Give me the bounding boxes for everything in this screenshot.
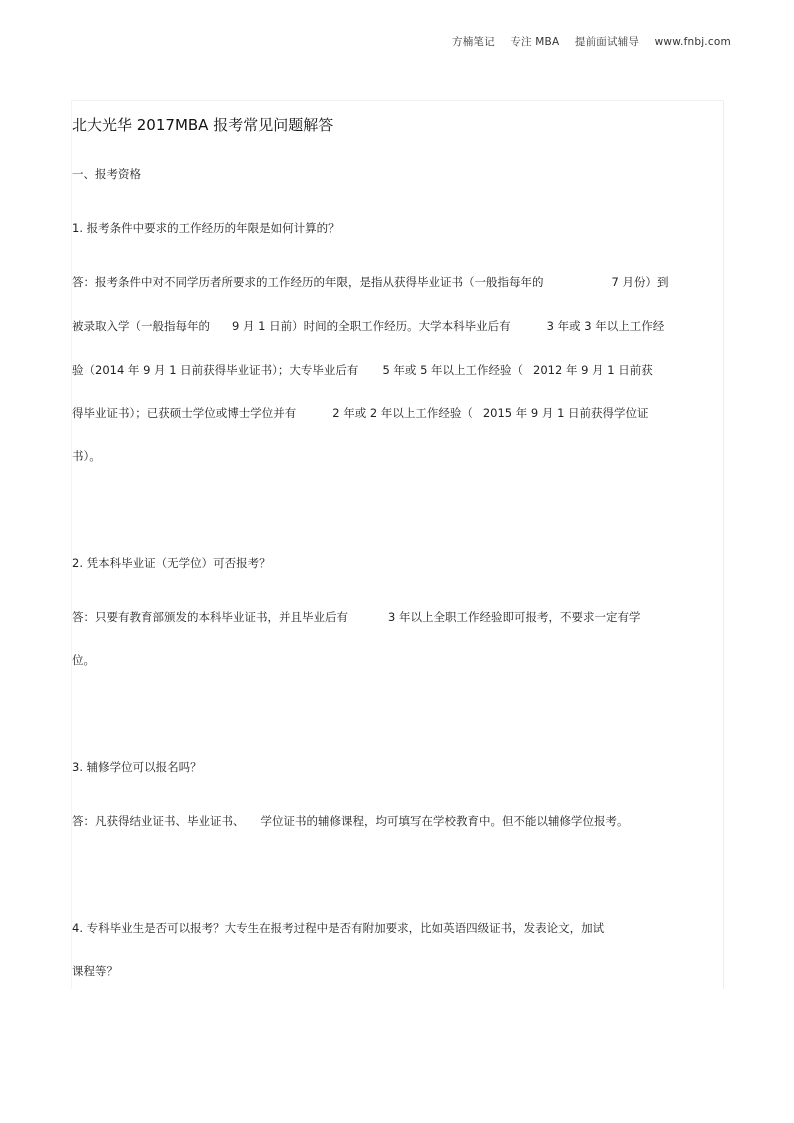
question-1: 1. 报考条件中要求的工作经历的年限是如何计算的？ [72,221,340,235]
answer-2-line-2 [72,652,95,668]
header-focus: 专注 MBA [510,36,560,48]
header-brand: 方楠笔记 [452,36,495,48]
answer-text: 3 年以上全职工作经验即可报考，不要求一定有学 [388,610,641,624]
answer-1-line-2 [72,318,664,334]
header-service: 提前面试辅导 [574,36,640,48]
answer-text: 得毕业证书）；已获硕士学位或博士学位并有 [72,406,297,420]
answer-3-line-1 [72,813,629,829]
answer-1-line-3 [72,362,653,378]
answer-text: 2 年或 2 年以上工作经验（ [332,406,473,420]
answer-1-line-1 [72,274,668,290]
question-2: 2. 凭本科毕业证（无学位）可否报考？ [72,556,271,570]
section-heading: 一、报考资格 [72,167,141,181]
question-4-line-1: 4. 专科毕业生是否可以报考？大专生在报考过程中是否有附加要求，比如英语四级证书，发表论文，加试 [72,921,605,935]
answer-1-line-4 [72,405,649,421]
answer-text: 2012 年 9 月 1 日前获 [533,363,653,377]
answer-text: 9 月 1 日前）时间的全职工作经历。大学本科毕业后有 [232,319,511,333]
answer-text: 5 年或 5 年以上工作经验（ [382,363,524,377]
answer-text: 验（2014 年 9 月 1 日前获得毕业证书）；大专毕业后有 [72,363,359,377]
answer-text: 答：凡获得结业证书、毕业证书、 [72,814,245,828]
answer-text: 位。 [72,653,95,667]
answer-text: 书）。 [72,449,101,463]
answer-text: 2015 年 9 月 1 日前获得学位证 [482,406,649,420]
answer-text: 学位证书的辅修课程，均可填写在学校教育中。但不能以辅修学位报考。 [260,814,629,828]
answer-text: 3 年或 3 年以上工作经 [546,319,665,333]
answer-text: 答：只要有教育部颁发的本科毕业证书，并且毕业后有 [72,610,348,624]
answer-1-line-5 [72,448,101,464]
answer-text: 被录取入学（一般指每年的 [72,319,210,333]
page-header [452,34,731,49]
document-title: 北大光华 2017MBA 报考常见问题解答 [72,116,334,134]
question-4-line-2: 课程等？ [72,964,118,978]
answer-text: 7 月份）到 [611,275,669,289]
answer-2-line-1 [72,609,640,625]
header-website: www.fnbj.com [654,36,731,48]
answer-text: 答：报考条件中对不同学历者所要求的工作经历的年限，是指从获得毕业证书（一般指每年的 [72,275,544,289]
question-3: 3. 辅修学位可以报名吗？ [72,760,202,774]
